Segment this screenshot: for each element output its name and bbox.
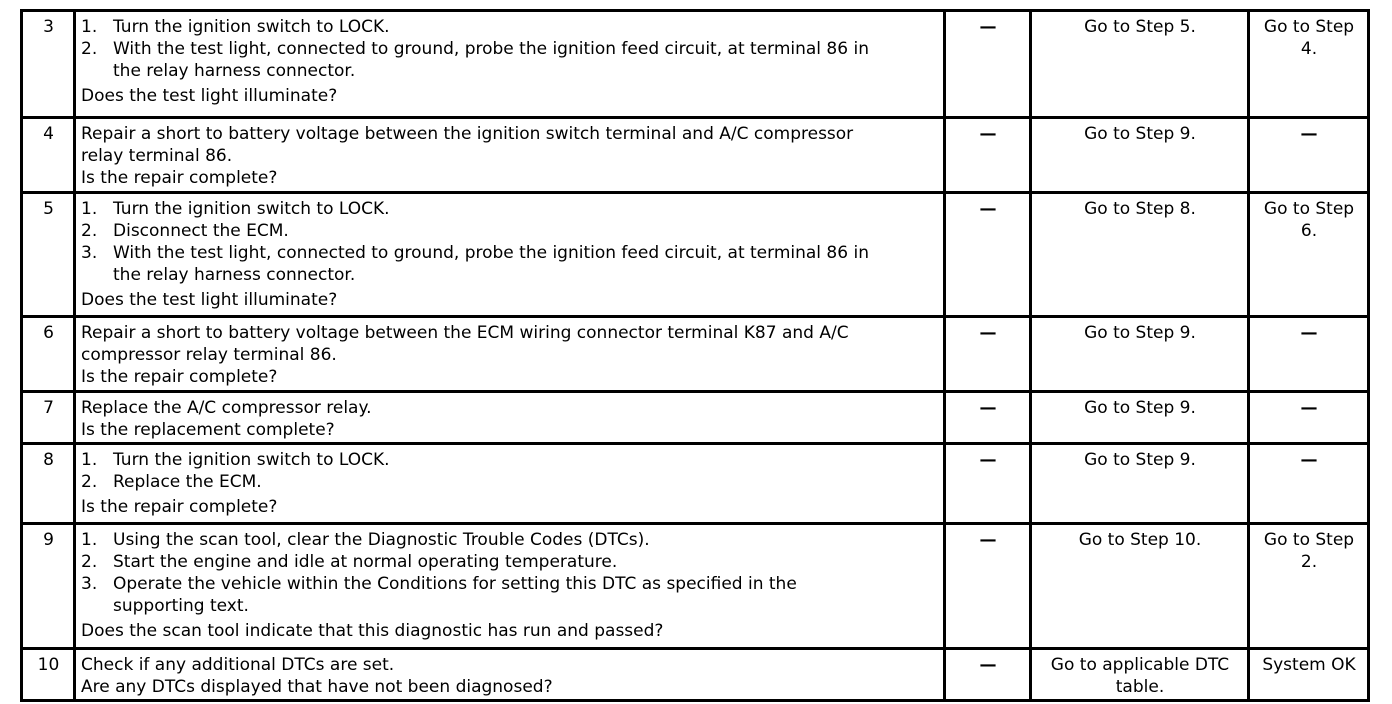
value-text: — [979,199,997,219]
step-number: 6 [43,323,54,343]
value-text: — [979,398,997,418]
action-item-text: Using the scan tool, clear the Diagnostic Trouble Codes (DTCs). [113,530,650,550]
action-question: Does the scan tool indicate that this diagnostic has run and passed? [81,621,664,641]
value-text: — [979,17,997,37]
action-question: Is the repair complete? [81,168,278,188]
table-row [22,11,1369,118]
no-text: Go to Step [1263,199,1355,219]
action-item [81,449,939,471]
yes-cell [1031,11,1249,118]
value-cell [945,444,1031,524]
action-question: Does the test light illuminate? [81,86,338,106]
action-item-text: With the test light, connected to ground, probe the ignition feed circuit, at terminal 86 in [113,39,869,59]
action-cell [75,11,945,118]
action-cell [75,118,945,193]
step-number-cell [22,11,75,118]
action-item-number: 1. [81,530,98,550]
no-text: — [1300,323,1318,343]
no-cell [1249,193,1369,317]
yes-cell [1031,317,1249,392]
action-item-number: 2. [81,221,98,241]
action-item-number: 3. [81,574,98,594]
action-cell [75,524,945,649]
no-cell [1249,444,1369,524]
value-text: — [979,530,997,550]
action-item [81,198,939,220]
step-number-cell [22,118,75,193]
action-item-number: 2. [81,39,98,59]
action-item-number: 1. [81,450,98,470]
action-text: Repair a short to battery voltage between the ECM wiring connector terminal K87 and A/C [81,323,849,343]
table-row [22,317,1369,392]
value-text: — [979,323,997,343]
no-cell [1249,118,1369,193]
action-item [81,16,939,38]
step-number: 9 [43,530,54,550]
no-cell [1249,11,1369,118]
yes-cell [1031,193,1249,317]
table-row [22,118,1369,193]
action-question: Is the repair complete? [81,497,278,517]
action-cell [75,649,945,701]
action-item-text: Turn the ignition switch to LOCK. [113,17,390,37]
no-cell [1249,317,1369,392]
action-item-text: Replace the ECM. [113,472,262,492]
yes-text: Go to Step 9. [1084,323,1196,343]
step-number-cell [22,444,75,524]
action-cell [75,193,945,317]
no-text: Go to Step [1263,17,1355,37]
value-text: — [979,655,997,675]
action-item-text: Turn the ignition switch to LOCK. [113,450,390,470]
value-cell [945,524,1031,649]
action-item [81,471,939,493]
step-number: 4 [43,124,54,144]
step-number-cell [22,193,75,317]
yes-cell [1031,444,1249,524]
no-text: — [1300,398,1318,418]
no-text: 2. [1300,552,1318,572]
step-number: 5 [43,199,54,219]
no-text: Go to Step [1263,530,1355,550]
value-text: — [979,450,997,470]
yes-text: Go to Step 5. [1084,17,1196,37]
value-cell [945,11,1031,118]
action-cell [75,392,945,444]
yes-cell [1031,118,1249,193]
value-cell [945,193,1031,317]
action-question: Does the test light illuminate? [81,290,338,310]
step-number-cell [22,392,75,444]
step-number: 7 [43,398,54,418]
action-item-text: Disconnect the ECM. [113,221,289,241]
step-number: 10 [37,655,60,675]
value-cell [945,392,1031,444]
action-question: Is the repair complete? [81,367,278,387]
action-item-text: Operate the vehicle within the Conditions for setting this DTC as specified in the [113,574,797,594]
yes-cell [1031,524,1249,649]
value-cell [945,118,1031,193]
step-number-cell [22,317,75,392]
action-item-text: With the test light, connected to ground, probe the ignition feed circuit, at terminal 86 in [113,243,869,263]
action-item [81,551,939,573]
value-text: — [979,124,997,144]
action-item-text: Turn the ignition switch to LOCK. [113,199,390,219]
diagnostic-table [20,9,1370,702]
no-text: — [1300,124,1318,144]
action-item-number: 2. [81,472,98,492]
no-text: 4. [1300,39,1318,59]
table-row [22,193,1369,317]
action-item-number: 2. [81,552,98,572]
table-row [22,444,1369,524]
action-item-number: 3. [81,243,98,263]
action-item [81,529,939,551]
action-text: compressor relay terminal 86. [81,345,337,365]
yes-text: Go to Step 10. [1078,530,1202,550]
action-item [81,242,939,286]
action-item-text: the relay harness connector. [113,265,356,285]
action-cell [75,317,945,392]
action-cell [75,444,945,524]
yes-text: Go to Step 9. [1084,124,1196,144]
yes-text: Go to Step 9. [1084,398,1196,418]
action-item-text: supporting text. [113,596,249,616]
no-cell [1249,649,1369,701]
action-text: Check if any additional DTCs are set. [81,655,395,675]
no-text: System OK [1262,655,1356,675]
action-item [81,38,939,82]
no-text: 6. [1300,221,1318,241]
no-cell [1249,524,1369,649]
action-text: relay terminal 86. [81,146,233,166]
step-number: 8 [43,450,54,470]
yes-text: Go to applicable DTC [1050,655,1230,675]
yes-cell [1031,392,1249,444]
no-text: — [1300,450,1318,470]
no-cell [1249,392,1369,444]
yes-text: Go to Step 9. [1084,450,1196,470]
step-number: 3 [43,17,54,37]
table-row [22,524,1369,649]
action-item [81,220,939,242]
action-text: Repair a short to battery voltage between the ignition switch terminal and A/C compressor [81,124,854,144]
value-cell [945,649,1031,701]
action-item-text: Start the engine and idle at normal operating temperature. [113,552,618,572]
value-cell [945,317,1031,392]
yes-cell [1031,649,1249,701]
action-question: Is the replacement complete? [81,420,335,440]
table-row [22,649,1369,701]
action-question: Are any DTCs displayed that have not been diagnosed? [81,677,553,697]
step-number-cell [22,524,75,649]
action-item-number: 1. [81,17,98,37]
diagnostic-table-body [22,11,1369,701]
table-row [22,392,1369,444]
step-number-cell [22,649,75,701]
action-text: Replace the A/C compressor relay. [81,398,372,418]
action-item-number: 1. [81,199,98,219]
action-item-text: the relay harness connector. [113,61,356,81]
yes-text: table. [1115,677,1165,697]
action-item [81,573,939,617]
yes-text: Go to Step 8. [1084,199,1196,219]
